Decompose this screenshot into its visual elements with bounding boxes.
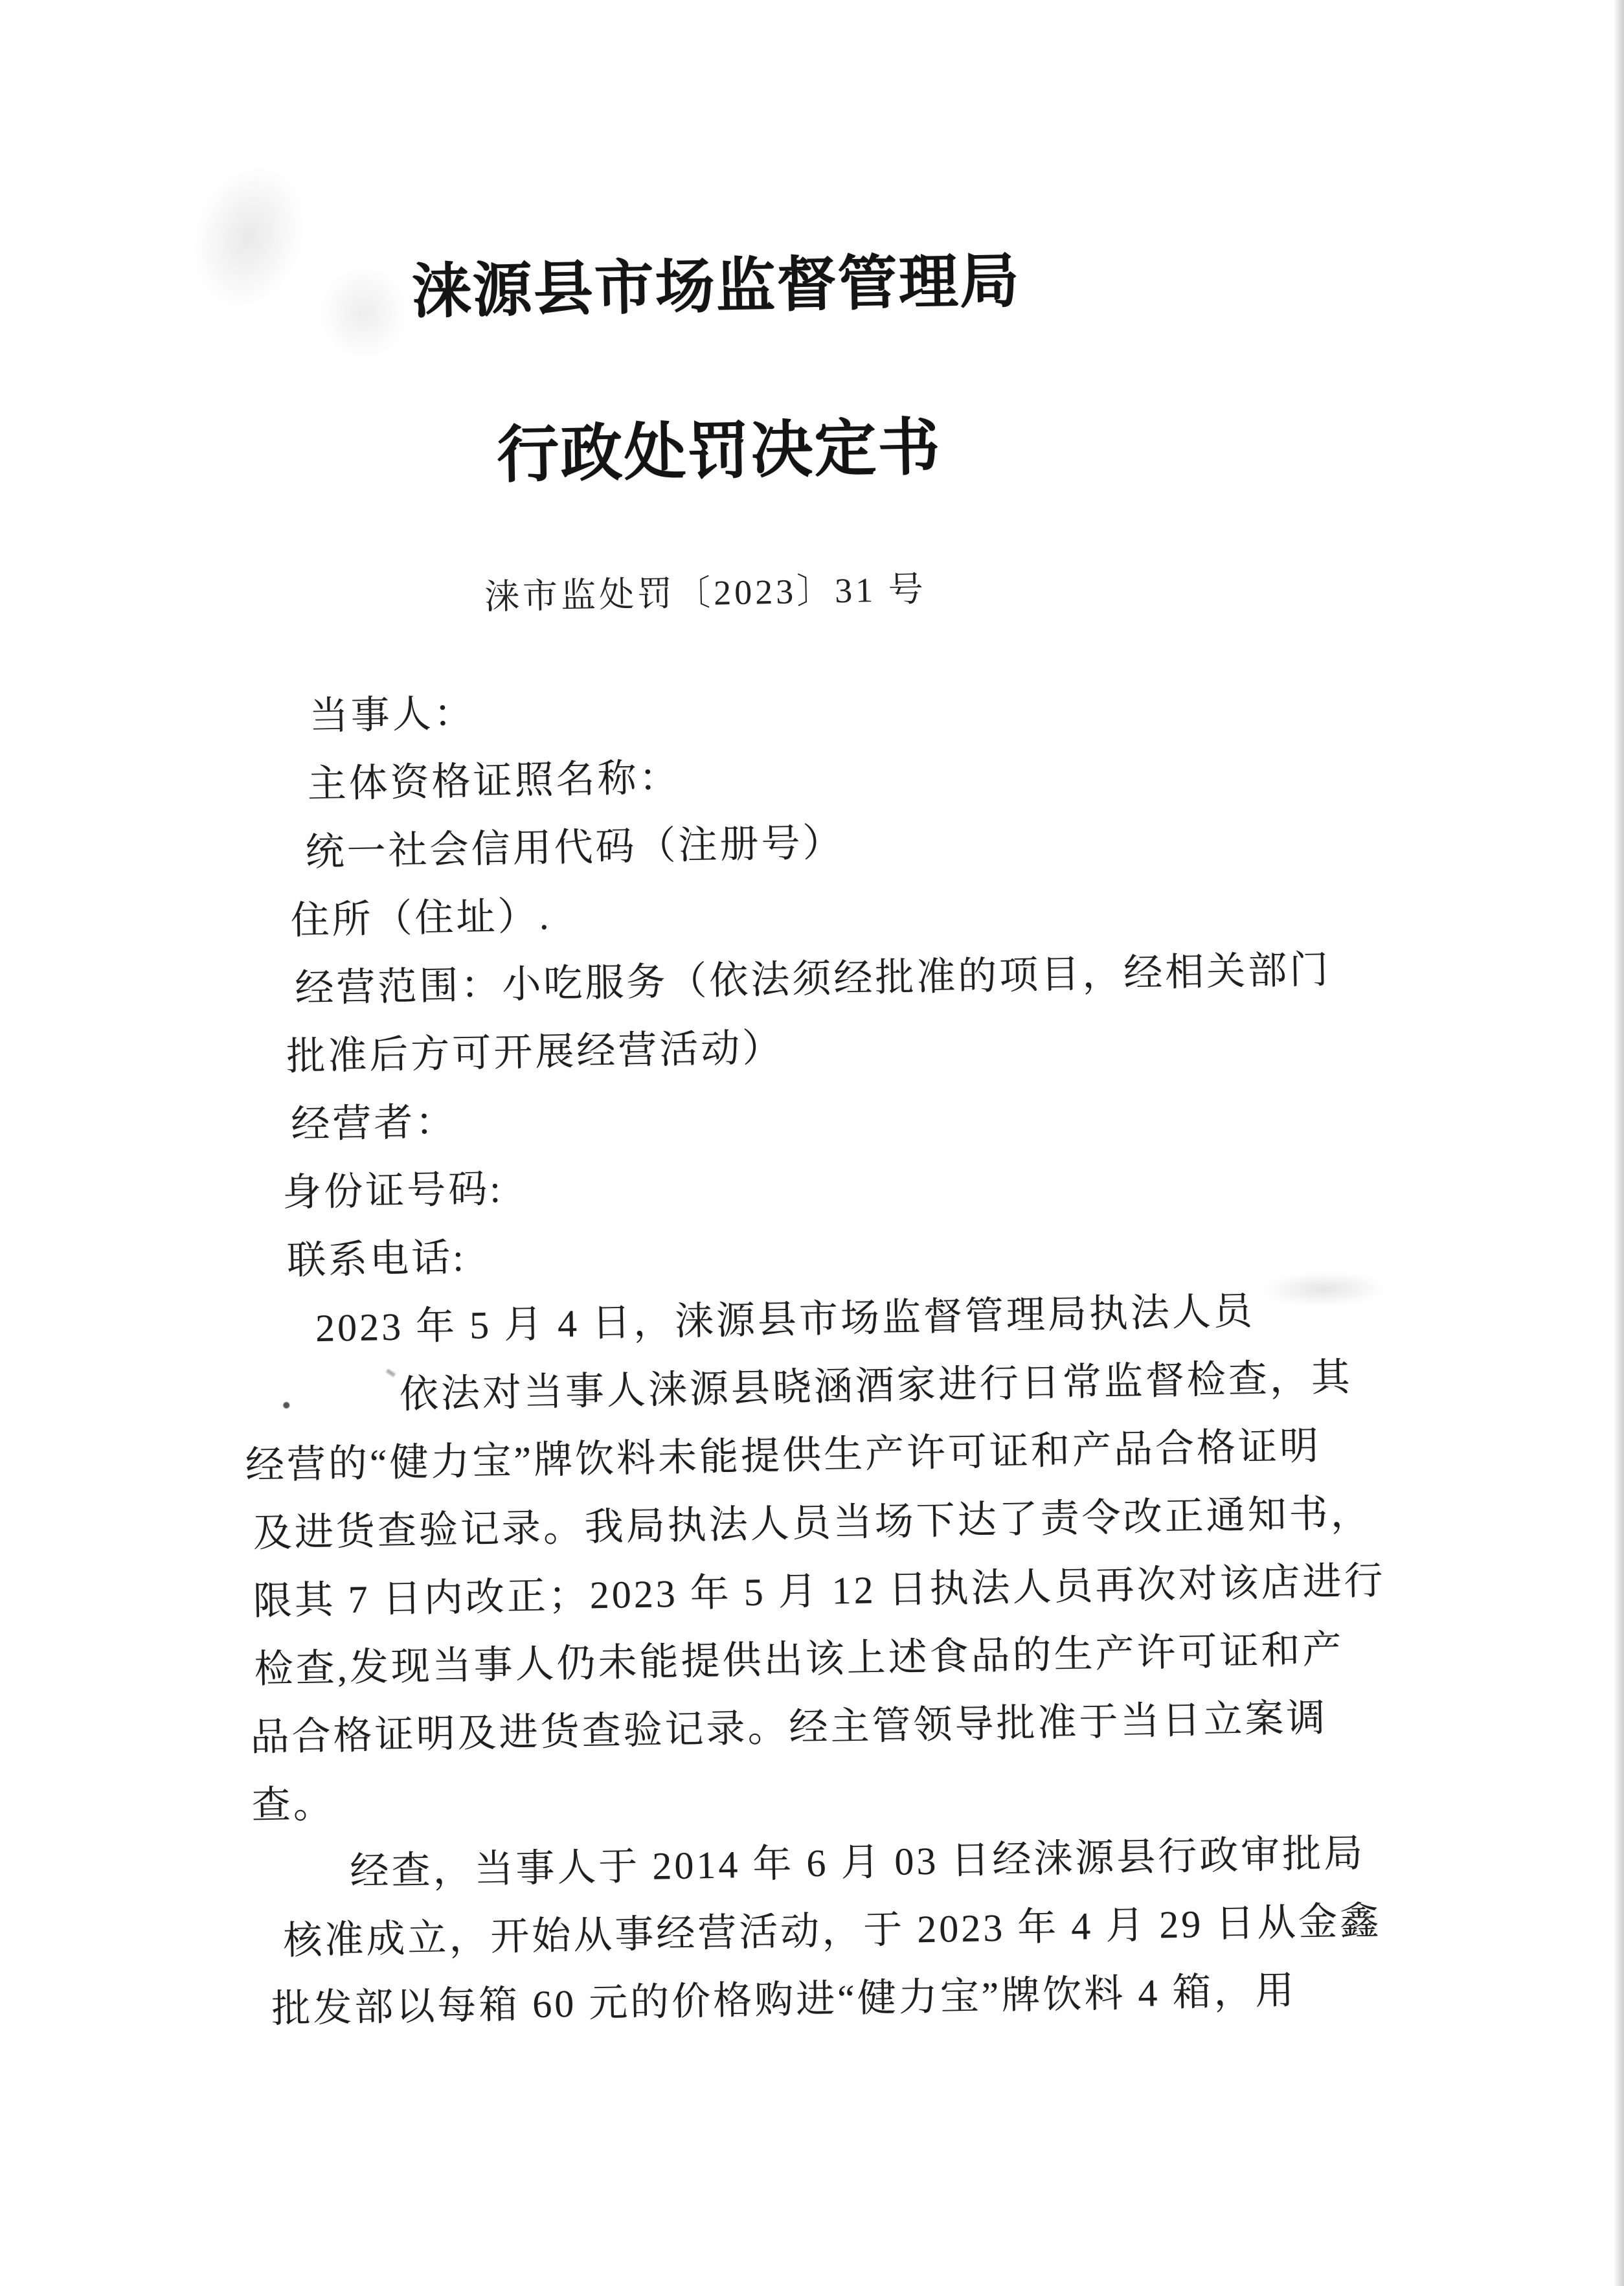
body-line-address: 住所（住址）. bbox=[289, 894, 552, 942]
body-line-business-scope-cont: 批准后方可开展经营活动） bbox=[286, 1026, 784, 1078]
body-line-operator: 经营者： bbox=[290, 1100, 457, 1146]
body-line-para1-4: 及进货查验记录。我局执法人员当场下达了责令改正通知书， bbox=[253, 1491, 1373, 1555]
body-line-para1-8: 查。 bbox=[251, 1782, 335, 1828]
body-line-credit-code: 统一社会信用代码（注册号） bbox=[305, 821, 845, 874]
body-line-phone: 联系电话: bbox=[286, 1236, 467, 1282]
document-number: 涞市监处罚〔2023〕31 号 bbox=[484, 569, 927, 617]
body-line-para1-3: 经营的“健力宝”牌饮料未能提供生产许可证和产品合格证明 bbox=[245, 1424, 1322, 1488]
body-line-business-scope: 经营范围：小吃服务（依法须经批准的项目，经相关部门 bbox=[294, 948, 1331, 1010]
body-line-para2-2: 核准成立，开始从事经营活动，于 2023 年 4 月 29 日从金鑫 bbox=[282, 1899, 1382, 1963]
agency-title: 涞源县市场监督管理局 bbox=[411, 247, 1021, 326]
body-line-para1-1: 2023 年 5 月 4 日，涞源县市场监督管理局执法人员 bbox=[315, 1289, 1256, 1350]
body-line-license-name: 主体资格证照名称： bbox=[307, 756, 681, 806]
body-line-para1-6: 检查,发现当事人仍未能提供出该上述食品的生产许可证和产 bbox=[254, 1628, 1345, 1691]
body-line-para1-2: 依法对当事人涞源县晓涵酒家进行日常监督检查，其 bbox=[399, 1355, 1353, 1416]
body-line-id-number: 身份证号码: bbox=[282, 1167, 504, 1214]
document-title: 行政处罚决定书 bbox=[496, 413, 942, 490]
document-body bbox=[231, 662, 1428, 2044]
body-line-para2-1: 经查，当事人于 2014 年 6 月 03 日经涞源县行政审批局 bbox=[349, 1831, 1366, 1894]
body-line-para1-7: 品合格证明及进货查验记录。经主管领导批准于当日立案调 bbox=[250, 1696, 1329, 1760]
body-line-para1-5: 限其 7 日内改正；2023 年 5 月 12 日执法人员再次对该店进行 bbox=[253, 1559, 1386, 1623]
scanner-edge-shadow bbox=[1614, 0, 1624, 2286]
body-line-party: 当事人： bbox=[309, 692, 476, 738]
body-line-para2-3: 批发部以每箱 60 元的价格购进“健力宝”牌饮料 4 箱，用 bbox=[271, 1969, 1297, 2031]
